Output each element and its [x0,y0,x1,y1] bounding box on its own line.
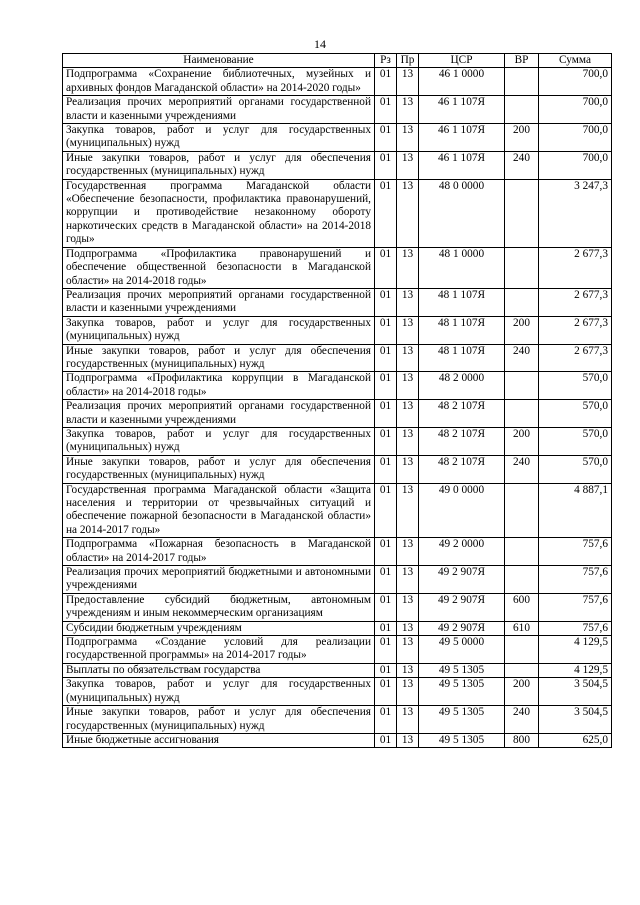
cell-rz: 01 [375,344,397,372]
cell-vr: 200 [505,124,539,152]
cell-sum: 570,0 [539,455,612,483]
cell-pr: 13 [397,733,419,747]
cell-sum: 3 504,5 [539,678,612,706]
cell-vr [505,483,539,538]
cell-pr: 13 [397,636,419,664]
cell-name: Подпрограмма «Профилактика коррупции в Магаданской области» на 2014-2018 годы» [63,372,375,400]
budget-table [62,53,612,748]
cell-vr [505,400,539,428]
cell-sum: 757,6 [539,621,612,635]
cell-name: Подпрограмма «Сохранение библиотечных, музейных и архивных фондов Магаданской области» на 2014-2020 годы» [63,68,375,96]
cell-sum: 3 247,3 [539,179,612,247]
cell-csr: 48 2 107Я [419,400,505,428]
cell-csr: 48 2 107Я [419,427,505,455]
cell-csr: 49 5 1305 [419,733,505,747]
table-row [63,124,612,152]
cell-vr [505,68,539,96]
cell-name: Подпрограмма «Пожарная безопасность в Магаданской области» на 2014-2017 годы» [63,538,375,566]
table-row [63,68,612,96]
table-row [63,316,612,344]
cell-pr: 13 [397,455,419,483]
table-row [63,455,612,483]
header-rz: Рз [375,54,397,68]
cell-pr: 13 [397,678,419,706]
cell-rz: 01 [375,179,397,247]
cell-rz: 01 [375,663,397,677]
cell-name: Реализация прочих мероприятий органами государственной власти и казенными учреждениями [63,400,375,428]
cell-name: Закупка товаров, работ и услуг для государственных (муниципальных) нужд [63,316,375,344]
cell-csr: 48 1 107Я [419,316,505,344]
cell-vr: 200 [505,678,539,706]
cell-rz: 01 [375,636,397,664]
cell-name: Реализация прочих мероприятий органами государственной власти и казенными учреждениями [63,96,375,124]
table-row [63,247,612,288]
cell-sum: 700,0 [539,151,612,179]
cell-pr: 13 [397,538,419,566]
cell-rz: 01 [375,124,397,152]
cell-vr: 240 [505,151,539,179]
cell-csr: 46 1 0000 [419,68,505,96]
cell-pr: 13 [397,151,419,179]
table-body [63,68,612,748]
cell-sum: 3 504,5 [539,706,612,734]
cell-name: Подпрограмма «Создание условий для реализации государственной программы» на 2014-2017 годы» [63,636,375,664]
cell-name: Иные бюджетные ассигнования [63,733,375,747]
cell-name: Государственная программа Магаданской области «Защита населения и территории от чрезвычайных ситуаций и обеспечение пожарной безопасности в Магаданской области» на 2014-2017 годы» [63,483,375,538]
cell-pr: 13 [397,372,419,400]
cell-pr: 13 [397,427,419,455]
cell-csr: 49 5 0000 [419,636,505,664]
cell-name: Иные закупки товаров, работ и услуг для обеспечения государственных (муниципальных) нужд [63,344,375,372]
cell-sum: 700,0 [539,96,612,124]
cell-name: Выплаты по обязательствам государства [63,663,375,677]
cell-sum: 4 887,1 [539,483,612,538]
cell-name: Иные закупки товаров, работ и услуг для обеспечения государственных (муниципальных) нужд [63,151,375,179]
cell-name: Реализация прочих мероприятий бюджетными и автономными учреждениями [63,566,375,594]
cell-rz: 01 [375,288,397,316]
cell-rz: 01 [375,483,397,538]
table-row [63,179,612,247]
cell-rz: 01 [375,706,397,734]
cell-sum: 757,6 [539,566,612,594]
cell-pr: 13 [397,124,419,152]
cell-sum: 570,0 [539,427,612,455]
cell-rz: 01 [375,372,397,400]
cell-vr: 600 [505,593,539,621]
cell-vr: 240 [505,344,539,372]
cell-vr [505,538,539,566]
table-row [63,663,612,677]
cell-vr: 200 [505,316,539,344]
table-row [63,400,612,428]
cell-sum: 4 129,5 [539,636,612,664]
cell-sum: 4 129,5 [539,663,612,677]
cell-rz: 01 [375,621,397,635]
cell-csr: 48 1 0000 [419,247,505,288]
cell-pr: 13 [397,663,419,677]
cell-vr [505,96,539,124]
cell-sum: 700,0 [539,68,612,96]
table-row [63,151,612,179]
cell-name: Подпрограмма «Профилактика правонарушений и обеспечение общественной безопасности в Магаданской области» на 2014-2018 годы» [63,247,375,288]
cell-rz: 01 [375,247,397,288]
cell-vr [505,566,539,594]
cell-rz: 01 [375,566,397,594]
cell-rz: 01 [375,400,397,428]
cell-sum: 625,0 [539,733,612,747]
header-pr: Пр [397,54,419,68]
cell-vr [505,179,539,247]
cell-sum: 757,6 [539,538,612,566]
cell-rz: 01 [375,455,397,483]
header-vr: ВР [505,54,539,68]
cell-vr: 200 [505,427,539,455]
header-sum: Сумма [539,54,612,68]
table-row [63,621,612,635]
cell-rz: 01 [375,96,397,124]
cell-pr: 13 [397,706,419,734]
cell-pr: 13 [397,288,419,316]
cell-csr: 46 1 107Я [419,151,505,179]
cell-csr: 46 1 107Я [419,96,505,124]
cell-vr [505,288,539,316]
table-row [63,288,612,316]
cell-csr: 48 1 107Я [419,288,505,316]
cell-pr: 13 [397,247,419,288]
cell-name: Субсидии бюджетным учреждениям [63,621,375,635]
cell-sum: 757,6 [539,593,612,621]
cell-csr: 49 2 0000 [419,538,505,566]
cell-name: Иные закупки товаров, работ и услуг для обеспечения государственных (муниципальных) нужд [63,455,375,483]
table-row [63,566,612,594]
cell-pr: 13 [397,566,419,594]
cell-name: Иные закупки товаров, работ и услуг для обеспечения государственных (муниципальных) нужд [63,706,375,734]
cell-pr: 13 [397,179,419,247]
cell-rz: 01 [375,593,397,621]
header-csr: ЦСР [419,54,505,68]
cell-rz: 01 [375,68,397,96]
cell-rz: 01 [375,151,397,179]
header-name: Наименование [63,54,375,68]
cell-vr [505,636,539,664]
cell-name: Закупка товаров, работ и услуг для государственных (муниципальных) нужд [63,678,375,706]
cell-pr: 13 [397,344,419,372]
cell-rz: 01 [375,733,397,747]
cell-sum: 700,0 [539,124,612,152]
cell-rz: 01 [375,678,397,706]
cell-sum: 2 677,3 [539,316,612,344]
table-row [63,427,612,455]
cell-vr: 240 [505,706,539,734]
cell-pr: 13 [397,593,419,621]
cell-vr: 800 [505,733,539,747]
cell-rz: 01 [375,538,397,566]
cell-pr: 13 [397,483,419,538]
table-row [63,636,612,664]
cell-pr: 13 [397,316,419,344]
table-row [63,96,612,124]
cell-csr: 49 0 0000 [419,483,505,538]
cell-csr: 49 2 907Я [419,621,505,635]
cell-name: Закупка товаров, работ и услуг для государственных (муниципальных) нужд [63,124,375,152]
cell-csr: 48 2 0000 [419,372,505,400]
table-header-row [63,54,612,68]
cell-pr: 13 [397,621,419,635]
cell-vr [505,247,539,288]
cell-pr: 13 [397,68,419,96]
page-number: 14 [314,37,326,51]
table-row [63,344,612,372]
cell-rz: 01 [375,427,397,455]
cell-csr: 48 1 107Я [419,344,505,372]
cell-csr: 49 5 1305 [419,706,505,734]
cell-vr [505,372,539,400]
cell-csr: 48 0 0000 [419,179,505,247]
cell-csr: 49 2 907Я [419,593,505,621]
cell-vr: 240 [505,455,539,483]
cell-sum: 570,0 [539,372,612,400]
table-row [63,706,612,734]
cell-rz: 01 [375,316,397,344]
cell-sum: 2 677,3 [539,247,612,288]
cell-csr: 49 2 907Я [419,566,505,594]
cell-csr: 48 2 107Я [419,455,505,483]
cell-sum: 2 677,3 [539,288,612,316]
table-row [63,483,612,538]
cell-name: Предоставление субсидий бюджетным, автономным учреждениям и иным некоммерческим организациям [63,593,375,621]
cell-sum: 2 677,3 [539,344,612,372]
cell-pr: 13 [397,400,419,428]
cell-csr: 49 5 1305 [419,678,505,706]
table-row [63,538,612,566]
cell-vr: 610 [505,621,539,635]
table-row [63,593,612,621]
cell-csr: 49 5 1305 [419,663,505,677]
cell-pr: 13 [397,96,419,124]
cell-sum: 570,0 [539,400,612,428]
cell-csr: 46 1 107Я [419,124,505,152]
table-row [63,678,612,706]
table-row [63,372,612,400]
cell-name: Государственная программа Магаданской области «Обеспечение безопасности, профилактика правонарушений, коррупции и противодействие незаконному обороту наркотических средств в Магаданской области» на 2014-2018 годы» [63,179,375,247]
cell-name: Реализация прочих мероприятий органами государственной власти и казенными учреждениями [63,288,375,316]
table-row [63,733,612,747]
cell-name: Закупка товаров, работ и услуг для государственных (муниципальных) нужд [63,427,375,455]
cell-vr [505,663,539,677]
